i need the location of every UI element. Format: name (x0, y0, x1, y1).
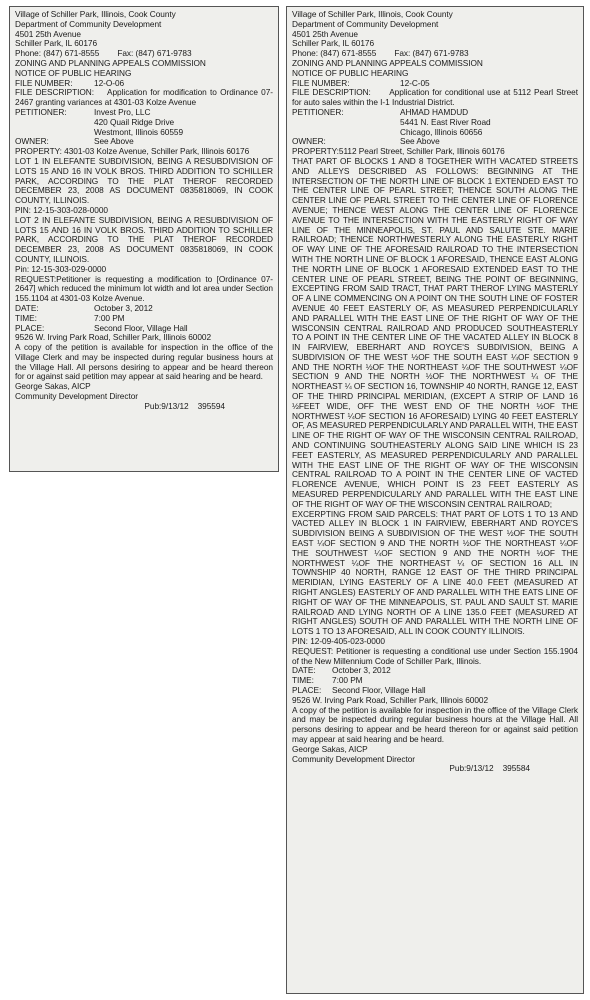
village-name: Village of Schiller Park, Illinois, Cook County (292, 9, 453, 19)
petitioner-address-2: Chicago, Illinois 60656 (400, 126, 483, 137)
place-label: PLACE: (15, 322, 45, 333)
signer-name: George Sakas, AICP (15, 381, 91, 392)
address-line-2: Schiller Park, IL 60176 (292, 38, 375, 49)
time-value: 7:00 PM (94, 312, 125, 323)
file-description-value: Application for conditional use at 5112 Pearl Street for auto sales within the I-1 Industrial District. (292, 87, 579, 108)
phone-fax-line: Phone: (847) 671-8555 Fax: (847) 671-9783 (15, 48, 192, 59)
file-description (292, 88, 578, 108)
time-label: TIME: (15, 312, 37, 323)
phone-fax-line: Phone: (847) 671-8555 Fax: (847) 671-9783 (292, 48, 469, 59)
signer-title: Community Development Director (15, 391, 138, 402)
petitioner-address-1: 420 Quail Ridge Drive (94, 116, 175, 127)
place-address: 9526 W. Irving Park Road, Schiller Park, Illinois 60002 (292, 694, 489, 705)
time-label: TIME: (292, 675, 314, 686)
file-description (15, 88, 273, 108)
date-label: DATE: (15, 302, 39, 313)
owner-label: OWNER: (292, 136, 326, 147)
petitioner-label: PETITIONER: (292, 106, 344, 117)
department-name: Department of Community Development (15, 18, 162, 29)
file-number-label: FILE NUMBER: (292, 77, 350, 88)
inspection-notice: A copy of the petition is available for inspection in the office of the Village Clerk and may be inspected during regular business hours at the Village Hall. All persons desiring to appear and be heard thereon for or against said petition may appear at said hearing and be heard. (15, 342, 273, 382)
place-label: PLACE: (292, 684, 322, 695)
publication-line: Pub:9/13/12 395584 (449, 763, 530, 774)
village-name: Village of Schiller Park, Illinois, Cook County (15, 9, 176, 19)
file-number-value: 12-C-05 (400, 77, 430, 88)
inspection-notice: A copy of the petition is available for inspection in the office of the Village Clerk and may be inspected during regular business hours at the Village Hall. All persons desiring to appear and be heard thereon for or against said petition may appear at said hearing and be heard. (292, 704, 578, 744)
commission-name: ZONING AND PLANNING APPEALS COMMISSION (292, 57, 483, 68)
address-line-1: 4501 25th Avenue (292, 28, 358, 39)
owner-label: OWNER: (15, 136, 49, 147)
property-line: PROPERTY:5112 Pearl Street, Schiller Park, Illinois 60176 (292, 146, 505, 157)
date-label: DATE: (292, 665, 316, 676)
notice-clipping-right (286, 6, 584, 994)
commission-name: ZONING AND PLANNING APPEALS COMMISSION (15, 57, 206, 68)
place-value: Second Floor, Village Hall (332, 684, 426, 695)
petitioner-address-2: Westmont, Illinois 60559 (94, 126, 184, 137)
file-description-value: Application for modification to Ordinance 07-2467 granting variances at 4301-03 Kolze Avenue (15, 87, 273, 108)
date-value: October 3, 2012 (332, 665, 391, 676)
pin-2: Pin: 12-15-303-029-0000 (15, 263, 107, 274)
file-number-value: 12-O-06 (94, 77, 125, 88)
owner-value: See Above (400, 136, 440, 147)
request-text: REQUEST:Petitioner is requesting a modification to [Ordinance 07-2647] which reduced the minimum lot width and lot area under Section 155.1104 at 4301-03 Kolze Avenue. (15, 273, 273, 304)
place-value: Second Floor, Village Hall (94, 322, 188, 333)
petitioner-name: Invest Pro, LLC (94, 106, 151, 117)
time-value: 7:00 PM (332, 675, 363, 686)
notice-heading: NOTICE OF PUBLIC HEARING (15, 67, 132, 78)
pin: PIN: 12-09-405-023-0000 (292, 636, 385, 646)
owner-value: See Above (94, 136, 134, 147)
place-address: 9526 W. Irving Park Road, Schiller Park, Illinois 60002 (15, 332, 212, 343)
department-name: Department of Community Development (292, 18, 439, 29)
date-row (15, 304, 273, 314)
signer-name: George Sakas, AICP (292, 743, 368, 754)
file-number-label: FILE NUMBER: (15, 77, 73, 88)
notice-clipping-left (9, 6, 279, 472)
pin-1: PIN: 12-15-303-028-0000 (15, 204, 108, 215)
petitioner-name: AHMAD HAMDUD (400, 106, 469, 117)
publication-line: Pub:9/13/12 395594 (144, 400, 225, 411)
petitioner-label: PETITIONER: (15, 106, 67, 117)
date-value: October 3, 2012 (94, 302, 153, 313)
legal-description-lot-1: LOT 1 IN ELEFANTE SUBDIVISION, BEING A RESUBDIVISION OF LOTS 15 AND 16 IN VOLK BROS. THIRD ADDITION TO SCHILLER PARK, ACCORDING TO THE PLAT THEROF RECORDED DECEMBER 23, 2008 AS DOCUMENT 0835818069, IN COOK COUNTY, ILLINOIS. (15, 155, 273, 206)
signer-title: Community Development Director (292, 753, 415, 764)
address-line-2: Schiller Park, IL 60176 (15, 38, 98, 49)
address-line-1: 4501 25th Avenue (15, 28, 81, 39)
legal-description-lot-2: LOT 2 IN ELEFANTE SUBDIVISION, BEING A RESUBDIVISION OF LOTS 15 AND 16 IN VOLK BROS. THIRD ADDITION TO SCHILLER PARK, ACCORDING TO THE PLAT THEROF RECORDED DECEMBER 23, 2008 AS DOCUMENT 0835818069, IN COOK COUNTY, ILLINOIS. (15, 214, 273, 264)
file-description-label: FILE DESCRIPTION: (15, 87, 94, 98)
request-text: REQUEST: Petitioner is requesting a conditional use under Section 155.1904 of the New Millennium Code of Schiller Park, Illinois. (292, 645, 578, 666)
petitioner-address-1: 5441 N. East River Road (400, 116, 491, 127)
file-description-label: FILE DESCRIPTION: (292, 87, 371, 98)
property-line: PROPERTY: 4301-03 Kolze Avenue, Schiller Park, Illinois 60176 (15, 146, 250, 157)
legal-description-main: THAT PART OF BLOCKS 1 AND 8 TOGETHER WITH VACATED STREETS AND ALLEYS DESCRIBED AS FOLLOWS: BEGINNING AT THE INTERSECTION OF THE NORTH LINE OF BLOCK 1 EXTENDED EAST TO THE CENTER LINE OF PEARL STREET; THENCE SOUTH ALONG THE CENTER LINE OF PEARL STREET TO THE CENTER LINE OF FLORENCE AVENUE; THENCE WEST ALONG THE CENTER LINE OF FLORENCE AVENUE TO THE INTERSECTION WITH THE EASTERLY RIGHT OF WAY LINE OF THE MINNEAPOLIS, ST. PAUL AND SALUTE STE. MARIE RAILROAD; THENCE NORTHWESTERLY ALONG THE EASTERLY RIGHT OF WAY LINE OF THE AFORESAID RAILROAD TO THE INTERSECTION WITH THE NORTH LINE OF BLOCK 1 AFORESAID, THENCE EAST ALONG THE NORTH LINE OF BLOCK 1 AFORESAID EXTENDED EAST TO THE CENTER LINE OF PEARL STREET, BEING THE POINT OF BEGINNING, EXCEPTING FROM SAID TRACT, THAT PART THEROF LYING MASTERLY OF A LINE COMMENCING ON A POINT ON THE SOUTH LINE OF FOSTER AVENUE 40 FEET EASTERLY OF, AS MEASURED PERPENDICULARLY AND PARALLEL WITH THE EAST LINE OF THE RIGHT OF WAY OF THE WISCONSIN CENTRAL RAILROAD AND PRODUCED SOUTHEASTERLY TO A POINT IN THE CENTER LINE OF THE VACATED ALLEY IN BLOCK 8 IN FAIRVIEW, EBERHART AND ROYCE'S SUBDIVISION, BEING A SUBDIVISION OF THE WEST ½OF THE SOUTH EAST ¼OF SECTION 9 AND THE NORTH ½OF THE NORTHEAST ¼OF THE SOUTHWEST ¼OF SECTION 9 AND THE NORTH ½OF THE NORTHWEST ¼ OF THE NORTHEAST ¼ OF SECTION 16, TOWNSHIP 40 NORTH, RANGE 12, EAST OF THE THIRD PRINCIPAL MERIDIAN, (EXCEPT A STRIP OF LAND 16 ½FEET WIDE, OFF THE WEST END OF THE NORTH ½OF THE NORTHWEST ¼OF SECTION 16 AFORESAID) LYING 40 FEET EASTERLY OF, AS MEASURED PERPENDICULARLY AND PARALLEL WITH, THE EAST LINE OF THE RIGHT OF WAY OF THE WISCONSIN CENTRAL RAILROAD, AND CONTINUING SOUTHEASTERLY ALONG SAID LINE WHICH IS 23 FEET EASTERLY, AS MEASURED PERPENDICULARLY AND PARALLEL WITH THE EAST LINE OF THE RIGHT OF WAY OF THE WISCONSIN CENTRAL RAILROAD TO A POINT IN THE CENTER LINE OF VACTED FLORENCE AVENUE, WHICH POINT IS 23 FEET EASTERLY AS MEASURED PERPENDICULARLY AND PARALLEL WITH THE EAST LINE OF THE RIGHT OF WAY OF THE WISCONSIN CENTRAL RAILROAD; (292, 155, 578, 509)
legal-description-exception: EXCERPTING FROM SAID PARCELS: THAT PART OF LOTS 1 TO 13 AND VACTED ALLEY IN BLOCK 1 IN FAIRVIEW, EBERHART AND ROYCE'S SUBDIVISION BEING A SUBDIVISION OF THE WEST ½OF THE SOUTH EAST ¼OF SECTION 9 AND THE NORTH ½OF THE NORTHEAST ¼OF THE SOUTHWEST ¼OF SECTION 9 AND THE NORTH ½OF THE NORTHWEST ¼OF THE NORTHEAST ¼ OF SECTION 16 ALL IN TOWNSHIP 40 NORTH, RANGE 12 EAST OF THE THIRD PRINCIPAL MERIDIAN, LYING EASTERLY OF A LINE 40.0 FEET (MEASURED AT RIGHT ANGLES) EASTERLY OF AND PARALLEL WITH THE EATS LINE OF RIGHT OF WAY OF THE MINNEAPOLIS, ST. PAUL AND SAULT ST. MARIE RAILROAD AND LYING NORTH OF A LINE 135.0 FEET (MEASURED AT RIGHT ANGLES) SOUTH OF AND PARALLEL WITH THE NORTH LINE OF LOTS 1 TO 13 AFORESAID, ALL IN COOK COUNTY ILLINOIS. (292, 508, 578, 637)
notice-heading: NOTICE OF PUBLIC HEARING (292, 67, 409, 78)
